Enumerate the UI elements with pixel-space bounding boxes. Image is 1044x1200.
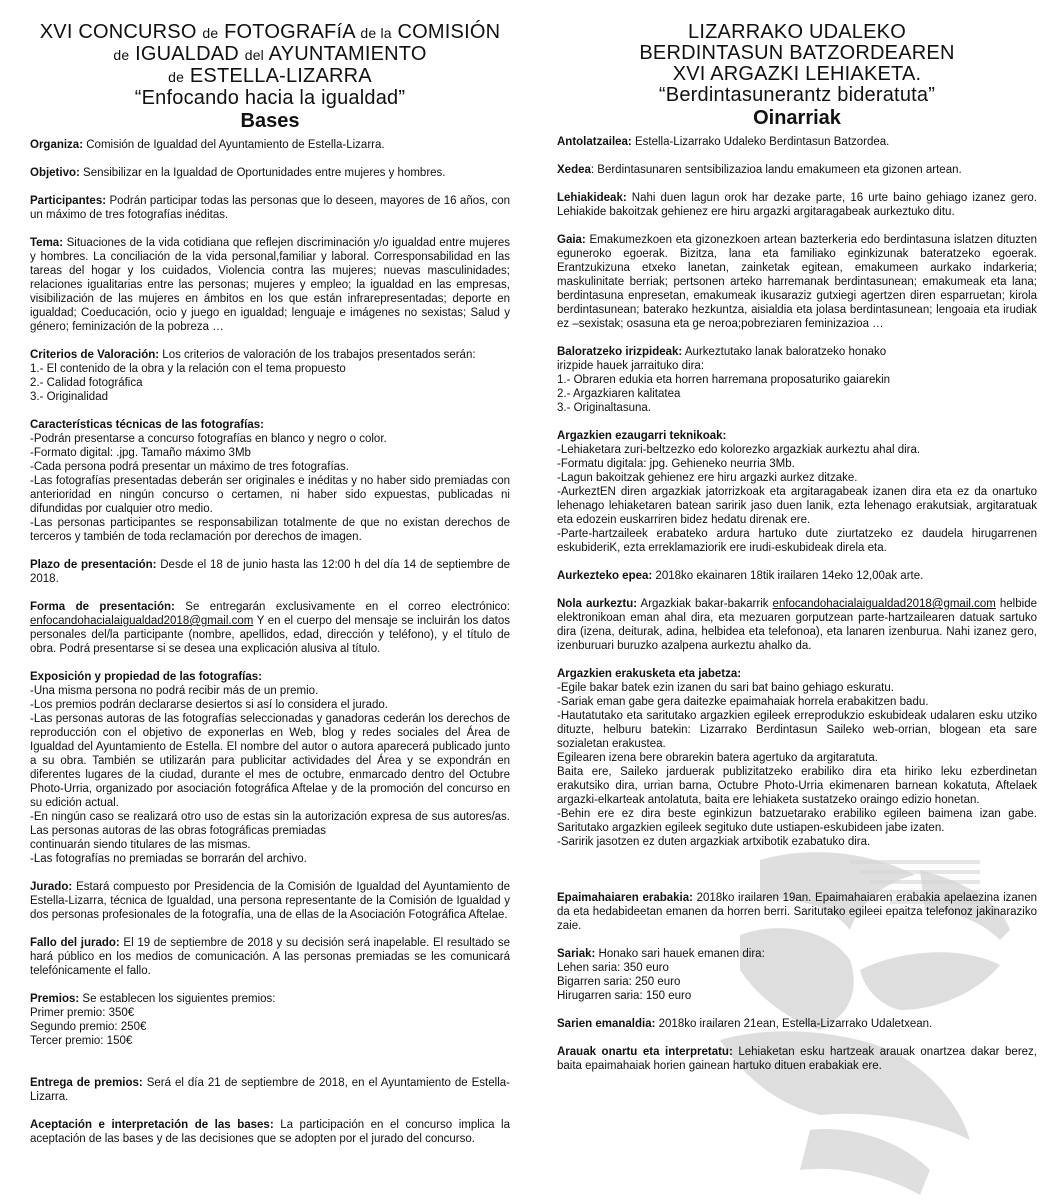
- epaimahaia-section: Epaimahaiaren erabakia: 2018ko irailaren 19an. Epaimahaiaren erabakia apelaezina izanen da eta hedabideetan emanen da horren berri. Saritutako egileei epaitza telefonoz jakinaraziko zaie.: [557, 892, 1037, 932]
- sariak-section: Sariak: Honako sari hauek emanen dira: Lehen saria: 350 euro Bigarren saria: 250 euro Hirugarren saria: 150 euro: [557, 948, 765, 1002]
- lehiakideak-section: Lehiakideak: Nahi duen lagun orok har dezake parte, 16 urte baino gehiago izanez gero. Lehiakide bakoitzak gehienez ere hiru argazki argitaragabeak aurkeztuko ditu.: [557, 192, 1037, 218]
- jurado-section: Jurado: Estará compuesto por Presidencia de la Comisión de Igualdad del Ayuntamiento de Estella-Lizarra, técnica de Igualdad, una persona representante de la Comisión de Igualdad y dos personas profesionales de la fotografía, una de ellas de la Asociación Fotográfica Aftelae.: [30, 881, 510, 921]
- erakusketa-section: Argazkien erakusketa eta jabetza: -Egile bakar batek ezin izanen du sari bat baino gehiago eskuratu. -Sariak eman gabe gera daitezke epaimahaiak horrela erabakitzen badu. -Hautatutako eta saritutako argazkien egileek erreprodukzio eskubideak udalaren esku utziko dituzte, helburu batekin: Lizarrako Berdintasun Saileko web-orrian, blogean eta sare sozialetan erakustea. Egilearen izena bere obrarekin batera agertuko da argitaratuta. Baita ere, Saileko jarduerak publizitatzeko erabiliko dira eta hiriko leku ezberdinetan erakutsiko dira, urrian barna, Octubre Photo-Urria ekimenaren barnean kokatuta, Aftelaek argazki-elkarteak antolatuta, baita ere lehiaketa sustatzeko oraingo edizio honetan. -Behin ere ez dira beste eginkizun batzuetarako erabiliko egileen baimena izan gabe. Saritutako argazkien egileek segituko dute ustiapen-eskubideen jabe izaten. -Saririk jasotzen ez duten argazkiak artxibotik ezabatuko dira.: [557, 668, 1037, 848]
- forma-section: Forma de presentación: Se entregarán exclusivamente en el correo electrónico: enfocandohacialaigualdad2018@gmail.com Y en el cuerpo del mensaje se incluirán los datos personales del/la participante (nombre, apellidos, edad, dirección y teléfono), y el título de obra. Podrá presentarse si se desea una explicación alusiva al título.: [30, 601, 510, 655]
- antolatzailea-section: Antolatzailea: Estella-Lizarrako Udaleko Berdintasun Batzordea.: [557, 136, 890, 148]
- contest-email-link-eu[interactable]: enfocandohacialaigualdad2018@gmail.com: [772, 598, 996, 610]
- spanish-title: XVI CONCURSO de FOTOGRAFíA de la COMISIÓN de IGUALDAD del AYUNTAMIENTO de ESTELLA-LIZARRA “Enfocando hacia la igualdad”: [39, 21, 501, 109]
- ezaugarri-section: Argazkien ezaugarri teknikoak: -Lehiaketara zuri-beltzezko edo kolorezko argazkiak aurkeztu ahal dira. -Formatu digitala: jpg. Gehieneko neurria 3Mb. -Lagun bakoitzak gehienez ere hiru argazki aurkez ditzake. -AurkeztEN diren argazkiak jatorrizkoak eta argitaragabeak izanen dira eta ez da onartuko lehenago lehiaketaren batean saririk jaso duen lanik, ezta lehenago erakutsiak, argitaratuak eta edozein euskarriren bidez hedatu direnak ere. -Parte-hartzaileek erabateko ardura hartuko dute ziurtatzeko ez daudela hirugarrenen eskubideriK, ezta erreklamaziorik ere irudi-eskubideak direla eta.: [557, 430, 1037, 554]
- emanaldia-section: Sarien emanaldia: 2018ko irailaren 21ean, Estella-Lizarrako Udaletxean.: [557, 1018, 933, 1030]
- oinarriak-heading: Oinarriak: [753, 107, 841, 129]
- entrega-section: Entrega de premios: Será el día 21 de septiembre de 2018, en el Ayuntamiento de Estella-Lizarra.: [30, 1077, 510, 1103]
- criterios-section: Criterios de Valoración: Los criterios de valoración de los trabajos presentados serán: 1.- El contenido de la obra y la relación con el tema propuesto 2.- Calidad fotográfica 3.- Originalidad: [30, 349, 476, 403]
- xedea-section: Xedea: Berdintasunaren sentsibilizazioa landu emakumeen eta gizonen artean.: [557, 164, 962, 176]
- basque-rules: [557, 135, 1037, 1073]
- basque-title: LIZARRAKO UDALEKO BERDINTASUN BATZORDEAREN XVI ARGAZKI LEHIAKETA. “Berdintasunerantz bideratuta”: [639, 21, 955, 106]
- caracteristicas-section: Características técnicas de las fotografías: -Podrán presentarse a concurso fotografías en blanco y negro o color. -Formato digital: .jpg. Tamaño máximo 3Mb -Cada persona podrá presentar un máximo de tres fotografías. -Las fotografías presentadas deberán ser originales e inéditas y no haber sido premiadas con anterioridad en ningún concurso o certamen, ni haber sido expuestas, publicadas ni difundidas por cualquier otro medio. -Las personas participantes se responsabilizan totalmente de que no existan derechos de terceros y también de toda reclamación por derechos de imagen.: [30, 419, 510, 543]
- contest-email-link[interactable]: enfocandohacialaigualdad2018@gmail.com: [30, 615, 254, 627]
- spanish-column: [30, 22, 510, 1160]
- plazo-section: Plazo de presentación: Desde el 18 de junio hasta las 12:00 h del día 14 de septiembre de 2018.: [30, 559, 510, 585]
- bases-heading: Bases: [240, 110, 300, 132]
- aceptacion-section: Aceptación e interpretación de las bases: La participación en el concurso implica la aceptación de las bases y de las decisiones que se adopten por el jurado del concurso.: [30, 1119, 510, 1145]
- basque-column: [557, 22, 1037, 1087]
- tema-section: Tema: Situaciones de la vida cotidiana que reflejen discriminación y/o igualdad entre mujeres y hombres. La conciliación de la vida personal,familiar y laboral. Corresponsabilidad en las tareas del hogar y los cuidados, Violencia contra las mujeres; nuevas masculinidades; relaciones igualitarias entre las personas; mujeres y empleo; la igualdad en las empresas, visibilización de las mujeres en ámbitos en los que están infrarepresentadas; deporte en igualdad; Coeducación, ocio y juego en igualdad; lenguaje e imágenes no sexistas; Salud y género; feminización de la pobreza …: [30, 237, 510, 333]
- epea-section: Aurkezteko epea: 2018ko ekainaren 18tik irailaren 14eko 12,00ak arte.: [557, 570, 924, 582]
- premios-section: Premios: Se establecen los siguientes premios: Primer premio: 350€ Segundo premio: 250€ Tercer premio: 150€: [30, 993, 276, 1047]
- baloratzeko-section: Baloratzeko irizpideak: Aurkeztutako lanak baloratzeko honako irizpide hauek jarraituko dira: 1.- Obraren edukia eta horren harremana proposaturiko gaiarekin 2.- Argazkiaren kalitatea 3.- Originaltasuna.: [557, 346, 891, 414]
- arauak-section: Arauak onartu eta interpretatu: Lehiaketan esku hartzeak arauak onartzea dakar berez, baita epaimahaiak horien gainean hartuko dituen erabakiak ere.: [557, 1046, 1038, 1072]
- nola-section: Nola aurkeztu: Argazkiak bakar-bakarrik enfocandohacialaigualdad2018@gmail.com helbide elektronikoan eman ahal dira, eta mezuaren gorputzean parte-hartzailearen datuak sartuko dira (izena, deiturak, adina, helbidea eta telefonoa), eta lanaren izenburua. Nahi izanez gero, izenburuari buruzko azalpena aurkeztu ahalko da.: [557, 598, 1037, 652]
- participantes-section: Participantes: Podrán participar todas las personas que lo deseen, mayores de 16 años, con un máximo de tres fotografías inéditas.: [30, 195, 510, 221]
- objetivo-section: Objetivo: Sensibilizar en la Igualdad de Oportunidades entre mujeres y hombres.: [30, 167, 446, 179]
- fallo-section: Fallo del jurado: El 19 de septiembre de 2018 y su decisión será inapelable. El resultado se hará público en los medios de comunicación. A las personas premiadas se les comunicará telefónicamente el fallo.: [30, 937, 510, 977]
- spanish-rules: [30, 138, 510, 1146]
- exposicion-section: Exposición y propiedad de las fotografías: -Una misma persona no podrá recibir más de un premio. -Los premios podrán declararse desiertos si así lo considera el jurado. -Las personas autoras de las fotografías seleccionadas y ganadoras cederán los derechos de reproducción con el objetivo de exponerlas en Web, blog y redes sociales del Área de Igualdad del Ayuntamiento de Estella. El nombre del autor o autora aparecerá publicado junto a su obra. También se utilizarán para publicitar actividades del Área y se expondrán en diferentes lugares de la ciudad, durante el mes de octubre, enmarcado dentro del Octubre Photo-Urria, organizado por asociación fotográfica Aftelae y de la promoción del concurso en su edición actual. -En ningún caso se realizará otro uso de estas sin la autorización expresa de sus autores/as. Las personas autoras de las obras fotográficas premiadas continuarán siendo titulares de las mismas. -Las fotografías no premiadas se borrarán del archivo.: [30, 671, 510, 865]
- organiza-section: Organiza: Comisión de Igualdad del Ayuntamiento de Estella-Lizarra.: [30, 139, 385, 151]
- gaia-section: Gaia: Emakumezkoen eta gizonezkoen artean bazterkeria edo berdintasuna islatzen dituzten eguneroko egoerak. Bizitza, lana eta familiako eginkizunak bateratzeko egoerak. Erantzukizuna etxeko lanetan, zainketak egitean, emakumeen aurkako indarkeria; maskulinitate berriak; pertsonen arteko harremanak berdintasunean; emakumeak eta lana; berdintasuna enpresetan, emakumeak ikusaraziz gutxiegi agertzen diren esparruetan; kirola berdintasunean; baterako hezkuntza, aisialdia eta jolasa berdintasunean; lengoaia eta irudiak ez –sexistak; osasuna eta ge neroa;pobreziaren feminizazioa …: [557, 234, 1037, 330]
